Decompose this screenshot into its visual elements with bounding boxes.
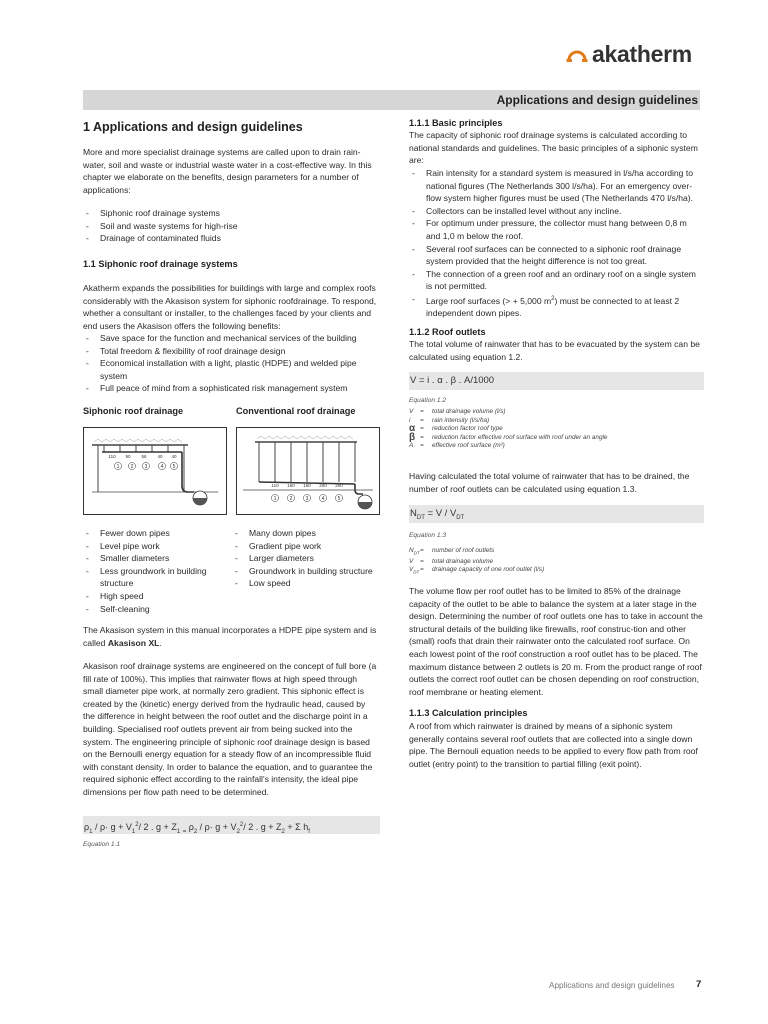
akatherm-paragraph: Akatherm expands the possibilities for buildings with large and complex roofs considerably with the Akasison system for siphonic roofdrainage. To respond, whether a consultant or installer, to the challenges faced by your clients and end users the Akasison offers the following benefits: bbox=[83, 283, 377, 331]
variable-row: α = reduction factor roof type bbox=[409, 423, 503, 435]
variable-row: β = reduction factor effective roof surface with roof under an angle bbox=[409, 431, 608, 443]
figure-title-conventional: Conventional roof drainage bbox=[236, 406, 356, 416]
conventional-drainage-diagram bbox=[236, 427, 380, 515]
basic-principles-paragraph: The capacity of siphonic roof drainage systems is calculated according to national standards and guidelines. The basic principles of a siphonic system are: bbox=[409, 130, 698, 166]
variable-symbol: β bbox=[409, 431, 416, 443]
list-item: - Self-cleaning bbox=[83, 603, 228, 616]
design-paragraph: Akasison roof drainage systems are engineered on the concept of full bore (a fill rate of 100%). This implies that rainwater flows at high speed through small diameter pipe work, at normally zero gradient. This siphonic effect is created by the (kinetic) energy derived from the hydraulic head, caused by the difference in height between the roof outlet and the discharge point in a building. Specialised roof outlets prevent air from being sucked into the system. The engineering principle of siphonic roof drainage design is based on the Bernoulli energy equation for a steady flow of an incompressible fluid with constant density. In order to balance the equation, and to guarantee the required siphonic effect according to the rainfall's intensity, the ideal pipe dimensions per flow path need to be determined. bbox=[83, 661, 377, 797]
list-item: - Rain intensity for a standard system is measured in l/s/ha according to national figures (The Netherlands 300 l/s/ha). For an emergency over-flow system higher figures must be used (The Netherlands 470 l/s/ha). bbox=[409, 167, 703, 205]
list-item: - Gradient pipe work bbox=[232, 540, 380, 553]
pipe-label: 200 bbox=[319, 483, 327, 488]
header-band bbox=[83, 90, 700, 110]
outlet-number: 5 bbox=[337, 495, 341, 502]
conventional-properties-list bbox=[232, 527, 380, 590]
header-title: Applications and design guidelines bbox=[496, 93, 698, 107]
outlet-number: 4 bbox=[321, 495, 325, 502]
variable-description: total drainage volume bbox=[432, 557, 494, 565]
list-item: - Siphonic roof drainage systems bbox=[83, 207, 379, 220]
basic-principles-list bbox=[409, 167, 703, 320]
pipe-label: 160 bbox=[287, 483, 295, 488]
variable-description: rain intensity (l/s/ha) bbox=[432, 416, 490, 424]
list-item: - Soil and waste systems for high-rise bbox=[83, 220, 379, 233]
list-item-text-end: ) must be connected to at least 2 independent down pipes. bbox=[426, 295, 680, 319]
list-item: - High speed bbox=[83, 590, 228, 603]
page-number: 7 bbox=[696, 979, 702, 990]
akasison-xl-name: Akasison XL bbox=[107, 637, 160, 648]
outlet-number: 5 bbox=[172, 463, 176, 470]
variable-description: reduction factor effective roof surface with roof under an angle bbox=[432, 433, 608, 441]
variable-symbol: A bbox=[409, 442, 414, 450]
volume-flow-paragraph: The volume flow per roof outlet has to be limited to 85% of the drainage capacity of the outlet to be able to balance the system at a later stage in the design. Determining the number of roof outlets one has to take in account the structural details of the building like firewalls, roof construc-tion and other (small) roofs that drain their rainwater onto the calculated roof surface. On each lowest point of the roof construction a roof outlet has to be placed. The maximum distance between 2 outlets is 20 m. From the product range of roof outlets the correct roof outlet can be chosen depending on roof construction, roof membrane or heating element. bbox=[409, 586, 703, 697]
pipe-label: 110 bbox=[108, 454, 116, 459]
figure-title-siphonic: Siphonic roof drainage bbox=[83, 406, 184, 416]
variable-description: reduction factor roof type bbox=[432, 425, 503, 433]
variable-description: total drainage volume (l/s) bbox=[432, 408, 506, 415]
list-item: - Fewer down pipes bbox=[83, 527, 228, 540]
akasison-paragraph bbox=[83, 624, 379, 649]
outlet-number: 2 bbox=[130, 463, 134, 470]
akatherm-logo-icon bbox=[566, 43, 588, 65]
variable-row: i = rain intensity (l/s/ha) bbox=[409, 416, 490, 424]
variable-description: number of roof outlets bbox=[432, 547, 495, 554]
variable-symbol: α bbox=[409, 423, 416, 435]
list-item: - Full peace of mind from a sophisticated risk management system bbox=[83, 382, 379, 395]
equation-1-2: V = i . α . β . A/1000 bbox=[409, 372, 704, 390]
equation-1-1-label: Equation 1.1 bbox=[83, 841, 121, 848]
equation-1-1: $\rho_1 / \rho\cdot g + V_1^2/$ 2 . $g + Z_1$ $_=$ $\rho_2 / \rho\cdot g + V_2^2/$ 2 . $g + Z_2 + \Sigma$ $h_f$ bbox=[83, 816, 380, 834]
list-item: - Low speed bbox=[232, 577, 380, 590]
variable-row: $V_{DT}$ = drainage capacity of one roof outlet (l/s) bbox=[409, 566, 703, 577]
list-item bbox=[409, 293, 703, 320]
list-item-text: Large roof surfaces (> + 5,000 m bbox=[426, 295, 552, 306]
outlet-number: 3 bbox=[144, 463, 148, 470]
equation-1-3-label: Equation 1.3 bbox=[409, 532, 447, 539]
variable-row: $N_{DT}$ = number of roof outlets bbox=[409, 547, 703, 558]
outlet-number: 4 bbox=[160, 463, 164, 470]
roof-outlets-paragraph: The total volume of rainwater that has to be evacuated by the system can be calculated using equation 1.2. bbox=[409, 339, 700, 362]
section-heading-calculation-principles: 1.1.3 Calculation principles bbox=[409, 708, 528, 718]
section-heading-siphonic: 1.1 Siphonic roof drainage systems bbox=[83, 259, 238, 269]
list-item: - Less groundwork in building structure bbox=[83, 565, 228, 590]
superscript: 2 bbox=[551, 295, 555, 302]
list-item: - Level pipe work bbox=[83, 540, 228, 553]
list-item: - Save space for the function and mechanical services of the building bbox=[83, 332, 379, 345]
variable-description: effective roof surface (m²) bbox=[432, 442, 505, 450]
footer-title: Applications and design guidelines bbox=[549, 981, 675, 990]
list-item: - The connection of a green roof and an ordinary roof on a single system is not permitted. bbox=[409, 268, 703, 293]
list-item: - Smaller diameters bbox=[83, 552, 228, 565]
outlet-number: 3 bbox=[305, 495, 309, 502]
benefits-list bbox=[83, 332, 379, 395]
chapter-title: 1 Applications and design guidelines bbox=[83, 120, 303, 134]
list-item: - Groundwork in building structure bbox=[232, 565, 380, 578]
list-item: - Larger diameters bbox=[232, 552, 380, 565]
pipe-label: 90 bbox=[125, 454, 131, 459]
outlet-number: 1 bbox=[116, 463, 120, 470]
calculation-principles-paragraph: A roof from which rainwater is drained by means of a siphonic system generally contains several roof outlets that are collected into a single down pipe. The Bernouli equation needs to be applied to every flow path from roof outlet (entry point) to the transition to partial filling (exit point). bbox=[409, 721, 698, 769]
equation-1-2-label: Equation 1.2 bbox=[409, 397, 447, 404]
equation-1-2-variables bbox=[409, 408, 703, 451]
list-item: - Total freedom & flexibility of roof drainage design bbox=[83, 345, 379, 358]
akatherm-logo bbox=[566, 42, 692, 66]
variable-row: V = total drainage volume (l/s) bbox=[409, 408, 506, 415]
variable-row: V = total drainage volume bbox=[409, 557, 494, 565]
list-item: - Many down pipes bbox=[232, 527, 380, 540]
brand-name: akatherm bbox=[592, 41, 692, 67]
pipe-label: 40 bbox=[171, 454, 177, 459]
list-item: - Drainage of contaminated fluids bbox=[83, 232, 379, 245]
pipe-label: 200 bbox=[335, 483, 343, 488]
akasison-text-end: . bbox=[159, 637, 162, 648]
pipe-label: 40 bbox=[157, 454, 163, 459]
pipe-label: 160 bbox=[303, 483, 311, 488]
variable-symbol: V bbox=[409, 408, 414, 415]
outlet-number: 2 bbox=[289, 495, 293, 502]
siphonic-drainage-diagram bbox=[83, 427, 227, 515]
intro-paragraph: More and more specialist drainage systems are called upon to drain rain-water, soil and waste or industrial waste water in a cost-effective way. In this chapter we elaborate on the benefits, design parameters for a number of applications: bbox=[83, 147, 372, 195]
section-heading-roof-outlets: 1.1.2 Roof outlets bbox=[409, 327, 486, 337]
equation-1-3: $N_{DT} = V / V_{DT}$ bbox=[409, 505, 704, 523]
variable-row: A = effective roof surface (m²) bbox=[409, 442, 505, 450]
applications-list bbox=[83, 207, 379, 245]
siphonic-properties-list bbox=[83, 527, 228, 615]
list-item: - For optimum under pressure, the collector must hang between 0,8 m and 1,0 m below the roof. bbox=[409, 217, 703, 242]
list-item: - Several roof surfaces can be connected to a siphonic roof drainage system provided that the height difference is not too great. bbox=[409, 243, 703, 268]
pipe-label: 110 bbox=[271, 483, 279, 488]
list-item: - Collectors can be installed level without any incline. bbox=[409, 205, 703, 218]
section-heading-basic-principles: 1.1.1 Basic principles bbox=[409, 118, 503, 128]
outlet-number: 1 bbox=[273, 495, 277, 502]
equation-1-3-variables bbox=[409, 547, 703, 577]
variable-symbol: i bbox=[409, 416, 411, 424]
after-equation-1-2-paragraph: Having calculated the total volume of rainwater that has to be drained, the number of roof outlets can be calculated using equation 1.3. bbox=[409, 471, 690, 494]
pipe-label: 56 bbox=[141, 454, 147, 459]
akasison-text: The Akasison system in this manual incorporates a HDPE pipe system and is called bbox=[83, 625, 377, 648]
list-item: - Economical installation with a light, plastic (HDPE) and welded pipe system bbox=[83, 357, 379, 382]
variable-description: drainage capacity of one roof outlet (l/s) bbox=[432, 566, 545, 574]
